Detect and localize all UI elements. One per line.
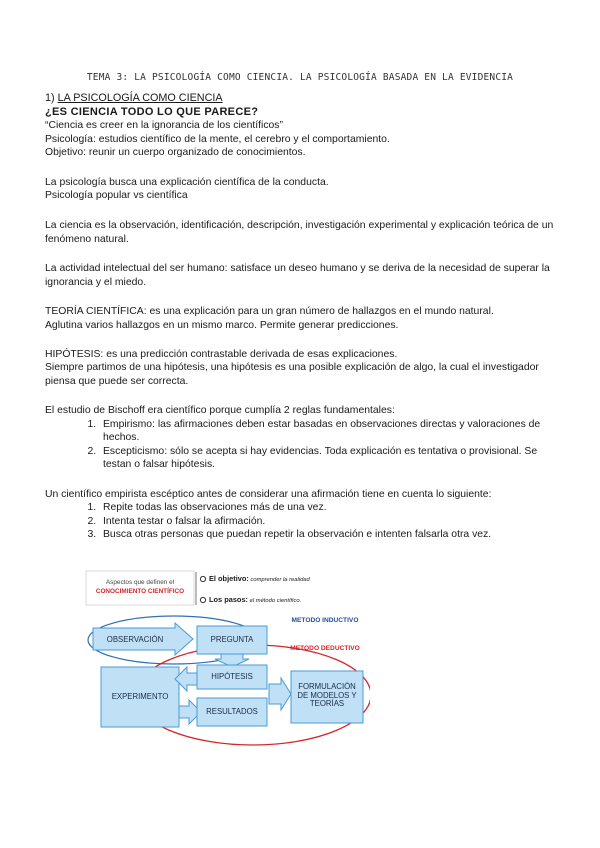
scientific-method-diagram — [83, 569, 370, 751]
experimento-label: EXPERIMENTO — [111, 692, 169, 701]
observacion-label: OBSERVACIÓN — [106, 635, 164, 644]
section-title: LA PSICOLOGÍA COMO CIENCIA — [57, 92, 223, 104]
list-item: 2. Intenta testar o falsar la afirmación. — [99, 515, 560, 529]
paragraph-empirista: Un científico empirista escéptico antes de considerar una afirmación tiene en cuenta lo siguiente: — [45, 488, 492, 500]
list-item: 2. Escepticismo: sólo se acepta si hay evidencias. Toda explicación es tentativa o provisional. Se testan o falsar hipótesis. — [99, 445, 560, 472]
bullet-icon — [200, 576, 205, 581]
paragraph-conducta: La psicología busca una explicación científica de la conducta. — [45, 176, 329, 188]
metodo-inductivo-label: METODO INDUCTIVO — [291, 617, 359, 624]
resultados-label: RESULTADOS — [206, 707, 258, 716]
aspects-label: Aspectos que definen el — [105, 579, 175, 586]
objetivo-rest: comprender la realidad — [248, 577, 310, 583]
objetivo-line: Objetivo: reunir un cuerpo organizado de conocimientos. — [45, 147, 306, 159]
page-title: TEMA 3: LA PSICOLOGÍA COMO CIENCIA. LA PSICOLOGÍA BASADA EN LA EVIDENCIA — [86, 72, 514, 83]
paragraph-teoria-1: TEORÍA CIENTÍFICA: es una explicación para un gran número de hallazgos en el mundo natural. — [45, 305, 494, 317]
paragraph-hipotesis-2: Siempre partimos de una hipótesis, una hipótesis es una posible explicación de algo, la cual el investigador piensa que puede ser correcta. — [45, 362, 539, 387]
formulacion-label: FORMULACIÓN DE MODELOS Y TEORÍAS — [297, 682, 357, 709]
metodo-deductivo-label: METODO DEDUCTIVO — [290, 645, 360, 652]
paragraph-popular: Psicología popular vs científica — [45, 190, 188, 202]
paragraph-ciencia: La ciencia es la observación, identificación, descripción, investigación experimental y explicación teórica de un fenómeno natural. — [45, 220, 554, 245]
paragraph-teoria-2: Aglutina varios hallazgos en un mismo marco. Permite generar predicciones. — [45, 319, 399, 331]
bullet-icon — [200, 597, 205, 602]
steps-list — [45, 501, 560, 542]
pregunta-label: PREGUNTA — [210, 635, 254, 644]
paragraph-actividad: La actividad intelectual del ser humano: satisface un deseo humano y se deriva de la necesidad de superar la ignorancia y el miedo. — [45, 263, 550, 288]
psicologia-definition: Psicología: estudios científico de la mente, el cerebro y el comportamiento. — [45, 133, 390, 145]
section-heading — [45, 92, 560, 106]
pasos-bold: Los pasos: — [209, 595, 249, 604]
paragraph-bischoff: El estudio de Bischoff era científico porque cumplía 2 reglas fundamentales: — [45, 405, 395, 417]
quote-line: “Ciencia es creer en la ignorancia de los científicos” — [45, 120, 283, 132]
conocimiento-label: CONOCIMIENTO CIENTÍFICO — [95, 588, 185, 595]
list-item: 1. Empirismo: las afirmaciones deben estar basadas en observaciones directas y valoraciones de hechos. — [99, 418, 560, 445]
section-subheading: ¿ES CIENCIA TODO LO QUE PARECE? — [45, 105, 259, 118]
pasos-rest: el método científico. — [248, 598, 302, 604]
pasos-item — [209, 596, 301, 605]
right-arrow — [269, 678, 291, 710]
document-body — [45, 92, 560, 542]
paragraph-hipotesis-1: HIPÓTESIS: es una predicción contrastable derivada de esas explicaciones. — [45, 348, 398, 360]
list-item: 1. Repite todas las observaciones más de una vez. — [99, 501, 560, 515]
rules-list — [45, 418, 560, 472]
list-item: 3. Busca otras personas que puedan repetir la observación e intenten falsarla otra vez. — [99, 528, 560, 542]
objetivo-item — [209, 575, 310, 584]
objetivo-bold: El objetivo: — [209, 574, 249, 583]
hipotesis-label: HIPÓTESIS — [211, 672, 253, 681]
section-number: 1) — [45, 92, 58, 104]
